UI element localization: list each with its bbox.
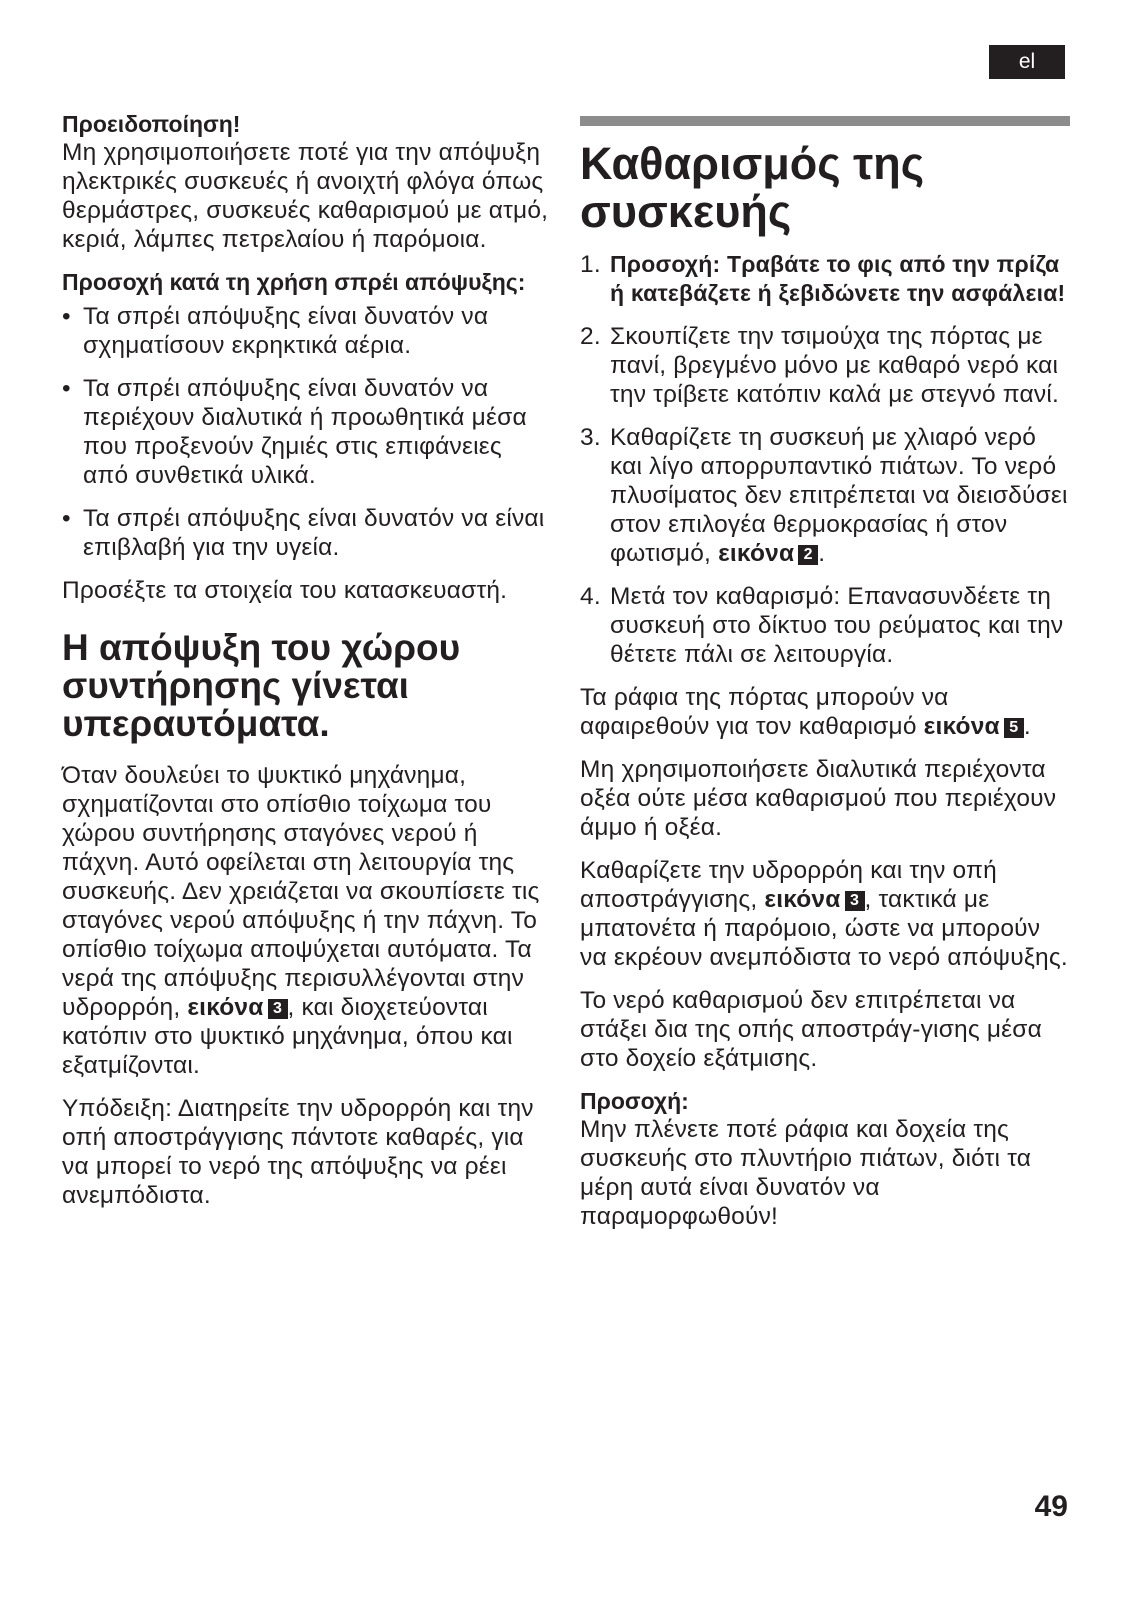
defrost-paragraph: Όταν δουλεύει το ψυκτικό μηχάνημα, σχηματίζονται στο οπίσθιο τοίχωμα του χώρου συντήρησης σταγόνες νερού ή πάχνη. Αυτό οφείλεται στη λειτουργία της συσκευής. Δεν χρειάζεται να σκουπίσετε τις σταγόνες νερού απόψυξης ή την πάχνη. Το οπίσθιο τοίχωμα αποψύχεται αυτόματα. Τα νερά της απόψυξης περισυλλέγονται στην υδρορρόη, εικόνα 3 , και διοχετεύονται κατόπιν στο ψυκτικό μηχάνημα, όπου και εξατμίζονται. (62, 762, 540, 1079)
right-column (580, 110, 1070, 1231)
language-tag: el (989, 45, 1065, 79)
figure-reference: εικόνα (718, 540, 795, 567)
figure-reference: εικόνα (923, 713, 1000, 740)
list-item: 3. Καθαρίζετε τη συσκευή με χλιαρό νερό και λίγο απορρυπαντικό πιάτων. Το νερό πλυσίματος δεν επιτρέπεται να διεισδύσει στον επιλογέα θερμοκρασίας ή στον φωτισμό, εικόνα 2 . (580, 424, 1068, 567)
warning-text: Μη χρησιμοποιήσετε ποτέ για την απόψυξη ηλεκτρικές συσκευές ή ανοιχτή φλόγα όπως θερμάστρες, συσκευές καθαρισμού με ατμό, κεριά, λάμπες πετρελαίου ή παρόμοια. (62, 139, 549, 253)
page-title: Καθαρισμός της συσκευής (580, 138, 925, 237)
section-rule (580, 116, 1070, 126)
section-heading-defrost: Η απόψυξη του χώρου συντήρησης γίνεται υπεραυτόματα. (62, 627, 461, 744)
spray-bullet-list (62, 302, 552, 562)
cleaning-steps (580, 250, 1070, 669)
solvent-note: Μη χρησιμοποιήσετε διαλυτικά περιέχοντα οξέα ούτε μέσα καθαρισμού που περιέχουν άμμο ή οξέα. (580, 756, 1057, 841)
drain-note: Το νερό καθαρισμού δεν επιτρέπεται να στάξει δια της οπής αποστράγ-γισης μέσα στο δοχείο εξάτμισης. (580, 987, 1042, 1072)
manufacturer-note: Προσέξτε τα στοιχεία του κατασκευαστή. (62, 577, 508, 604)
left-column (62, 110, 552, 1210)
spray-heading: Προσοχή κατά τη χρήση σπρέι απόψυξης: (62, 269, 526, 295)
warning-heading: Προειδοποίηση! (62, 111, 241, 137)
caution-text: Μην πλένετε ποτέ ράφια και δοχεία της συσκευής στο πλυντήριο πιάτων, διότι τα μέρη αυτά είναι δυνατόν να παραμορφωθούν! (580, 1116, 1032, 1230)
list-item: • Τα σπρέι απόψυξης είναι δυνατόν να σχηματίσουν εκρηκτικά αέρια. (62, 303, 489, 359)
list-item: • Τα σπρέι απόψυξης είναι δυνατόν να είναι επιβλαβή για την υγεία. (62, 505, 545, 561)
figure-badge: 2 (798, 545, 818, 565)
gutter-paragraph: Καθαρίζετε την υδρορρόη και την οπή αποστράγγισης, εικόνα 3 , τακτικά με μπατονέτα ή παρόμοιο, ώστε να μπορούν να εκρέουν ανεμπόδιστα το νερό απόψυξης. (580, 857, 1068, 971)
list-item: • Τα σπρέι απόψυξης είναι δυνατόν να περιέχουν διαλυτικά ή προωθητικά μέσα που προξενούν ζημιές στις επιφάνειες από συνθετικά υλικά. (62, 375, 527, 489)
figure-reference: εικόνα (764, 886, 841, 913)
figure-badge: 3 (845, 891, 865, 911)
figure-reference: εικόνα (187, 994, 264, 1021)
shelves-paragraph: Τα ράφια της πόρτας μπορούν να αφαιρεθούν για τον καθαρισμό εικόνα 5 . (580, 684, 1031, 740)
page-number: 49 (1034, 1490, 1068, 1523)
list-item: 4. Μετά τον καθαρισμό: Επανασυνδέετε τη συσκευή στο δίκτυο του ρεύματος και την θέτετε πάλι σε λειτουργία. (580, 583, 1064, 668)
figure-badge: 3 (268, 999, 288, 1019)
list-item: 2. Σκουπίζετε την τσιμούχα της πόρτας με πανί, βρεγμένο μόνο με καθαρό νερό και την τρίβετε κατόπιν καλά με στεγνό πανί. (580, 323, 1059, 408)
list-item: 1. Προσοχή: Τραβάτε το φις από την πρίζα ή κατεβάζετε ή ξεβιδώνετε την ασφάλεια! (580, 251, 1066, 306)
hint-paragraph: Υπόδειξη: Διατηρείτε την υδρορρόη και την οπή αποστράγγισης πάντοτε καθαρές, για να μπορεί το νερό της απόψυξης να ρέει ανεμπόδιστα. (62, 1095, 534, 1209)
figure-badge: 5 (1004, 718, 1024, 738)
caution-heading: Προσοχή: (580, 1088, 689, 1114)
